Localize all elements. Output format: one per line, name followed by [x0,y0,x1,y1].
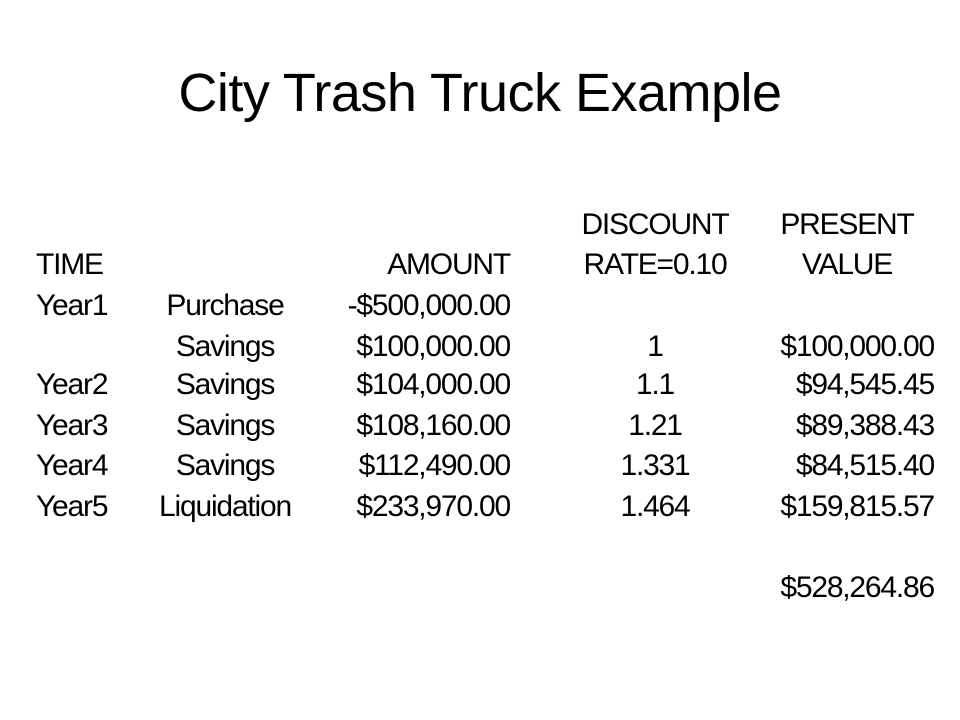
row-time: Year5 [36,490,108,523]
row-description: Savings [175,368,275,401]
row-description: Savings [175,409,275,442]
row-discount-rate: 1.21 [628,409,682,442]
row-description: Savings [175,330,275,363]
row-time: Year4 [36,449,108,482]
row-discount-rate [560,287,750,325]
row-time: Year1 [36,289,108,322]
row-amount: $233,970.00 [356,490,510,523]
row-discount-rate: 1.464 [620,490,690,523]
row-present-value: $159,815.57 [780,490,934,523]
row-present-value [760,287,934,325]
row-description: Liquidation [159,490,291,523]
header-discount-line2: RATE=0.10 [583,248,727,281]
row-description: Savings [175,449,275,482]
row-time: Year3 [36,409,108,442]
row-present-value: $94,545.45 [795,368,934,401]
row-description: Purchase [166,289,284,322]
row-present-value: $84,515.40 [795,449,934,482]
header-time: TIME [36,248,103,281]
header-present-value-line1: PRESENT [780,208,914,241]
row-discount-rate: 1 [647,330,663,363]
row-amount: $112,490.00 [358,449,510,482]
row-discount-rate: 1.331 [620,449,690,482]
row-discount-rate: 1.1 [635,368,675,401]
row-amount: -$500,000.00 [347,289,510,322]
header-amount: AMOUNT [387,248,510,281]
total-present-value: $528,264.86 [780,571,934,604]
slide-title: City Trash Truck Example [178,63,782,123]
row-amount: $100,000.00 [356,330,510,363]
row-amount: $108,160.00 [356,409,510,442]
row-present-value: $100,000.00 [780,330,934,363]
header-present-value-line2: VALUE [801,248,893,281]
header-discount-line1: DISCOUNT [581,208,729,241]
row-present-value: $89,388.43 [795,409,934,442]
row-time: Year2 [36,368,108,401]
row-amount: $104,000.00 [356,368,510,401]
